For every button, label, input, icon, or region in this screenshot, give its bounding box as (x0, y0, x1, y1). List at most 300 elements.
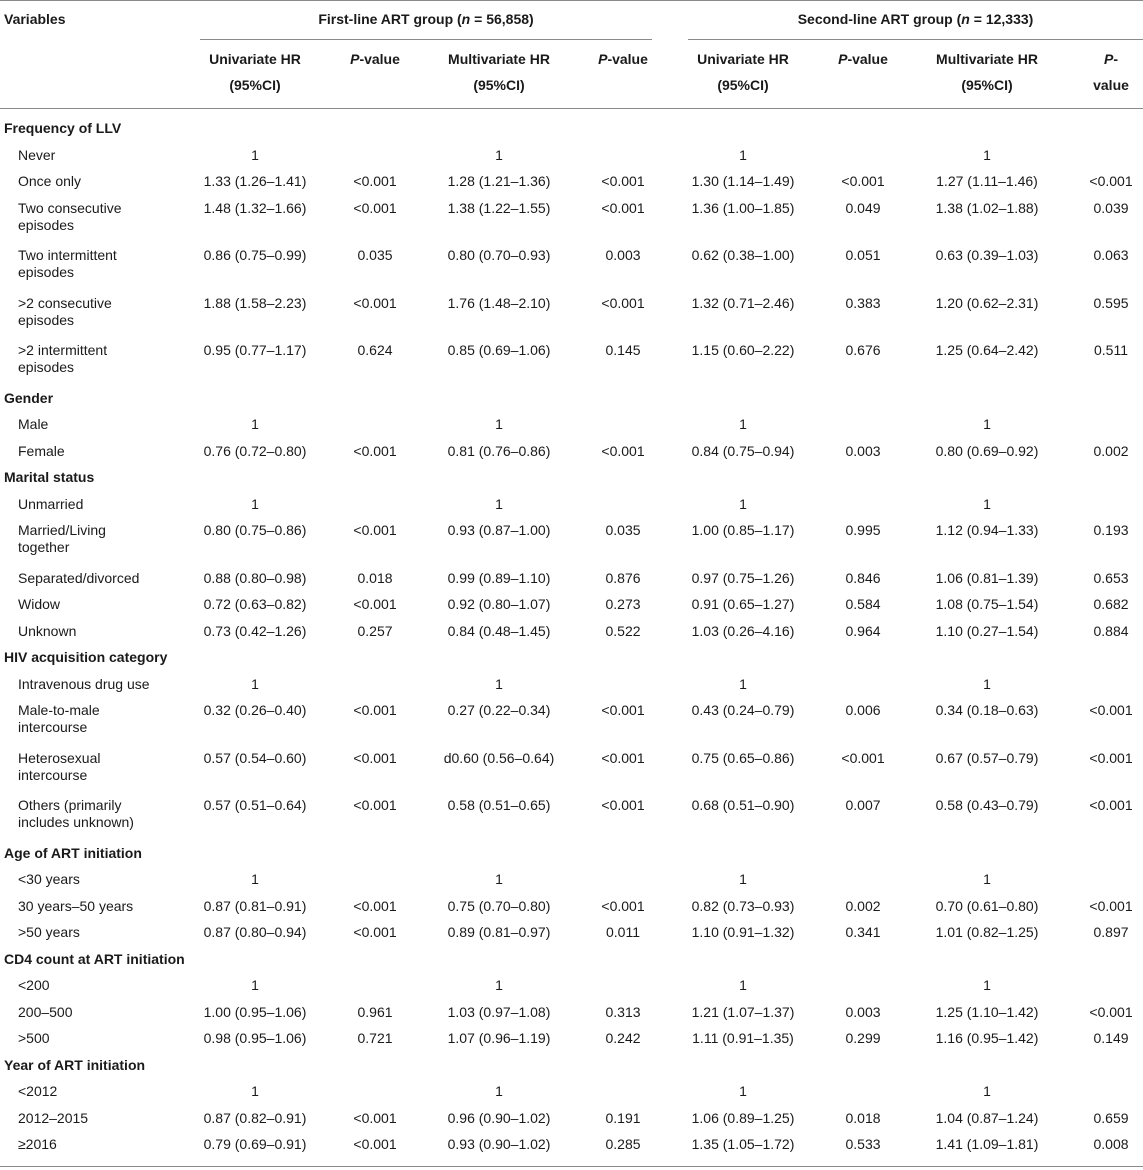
col-header-first-multi-hr (448, 46, 550, 98)
row-label (18, 295, 112, 329)
cell-first-uni-hr: 0.72 (0.63–0.82) (203, 596, 307, 612)
second-group-prefix: Second-line ART group ( (797, 11, 962, 27)
group-title-row (0, 1053, 1143, 1080)
cell-first-uni-p: <0.001 (353, 522, 397, 538)
table-row (0, 920, 1143, 947)
col-header-first-line-group (200, 6, 652, 32)
col-header-second-line-group (688, 6, 1143, 32)
cell-first-multi-p: <0.001 (601, 749, 645, 766)
row-label-line: >50 years (18, 924, 80, 940)
col-header-variables: Variables (4, 11, 66, 27)
cell-second-multi-hr: 1 (983, 675, 991, 692)
cell-first-multi-hr: 0.84 (0.48–1.45) (447, 622, 551, 639)
cell-first-multi-p: <0.001 (601, 199, 645, 216)
cell-first-uni-hr: 0.86 (0.75–0.99) (203, 247, 307, 263)
row-label-line: ≥2016 (18, 1136, 57, 1152)
cell-second-uni-hr: 1.06 (0.89–1.25) (691, 1109, 795, 1126)
group-title: Marital status (4, 469, 95, 485)
row-label-line: episodes (18, 311, 75, 328)
table-row (0, 1132, 1143, 1159)
cell-second-multi-hr: 1.01 (0.82–1.25) (935, 924, 1039, 940)
cell-first-multi-p: 0.313 (605, 1003, 641, 1020)
cell-second-multi-p: 0.682 (1093, 596, 1129, 612)
row-label-line: 2012–2015 (18, 1109, 89, 1126)
cell-first-multi-hr: 0.93 (0.87–1.00) (447, 522, 551, 538)
cell-first-multi-p: 0.285 (605, 1136, 641, 1152)
cell-first-uni-hr: 1.33 (1.26–1.41) (203, 173, 307, 189)
table-row (0, 169, 1143, 196)
cell-first-multi-hr: 1 (495, 871, 503, 887)
group-title: Year of ART initiation (4, 1056, 146, 1073)
table-row (0, 793, 1143, 841)
cell-second-multi-hr: 1.16 (0.95–1.42) (935, 1030, 1039, 1046)
group-title: Gender (4, 389, 54, 406)
col-header-first-uni-p (350, 46, 400, 72)
row-label (18, 342, 107, 376)
cell-second-multi-hr: 1 (983, 977, 991, 993)
header-rule (0, 108, 1143, 109)
col-header-first-multi-p (598, 46, 648, 72)
cell-second-multi-p: 0.653 (1093, 569, 1129, 586)
cell-first-uni-hr: 1.88 (1.58–2.23) (203, 294, 307, 311)
cell-first-multi-hr: 0.81 (0.76–0.86) (447, 442, 551, 459)
cell-second-uni-hr: 1 (739, 416, 747, 432)
cell-first-uni-hr: 0.95 (0.77–1.17) (203, 342, 307, 358)
row-label-line: intercourse (18, 766, 88, 783)
row-label (18, 147, 55, 164)
cell-second-uni-hr: 0.68 (0.51–0.90) (691, 797, 795, 813)
col-header-second-uni-p (838, 46, 888, 72)
row-label-line: >500 (18, 1030, 50, 1046)
cell-second-uni-p: 0.846 (845, 569, 881, 586)
cell-second-uni-hr: 1 (739, 495, 747, 512)
cell-second-multi-hr: 1.10 (0.27–1.54) (935, 622, 1039, 639)
cell-first-uni-hr: 1 (251, 495, 259, 512)
cell-second-uni-hr: 1.10 (0.91–1.32) (691, 924, 795, 940)
row-label-line: Two intermittent (18, 247, 117, 263)
cell-second-uni-hr: 0.97 (0.75–1.26) (691, 569, 795, 586)
table-row (0, 439, 1143, 466)
cell-first-uni-hr: 1 (251, 977, 259, 993)
cell-second-multi-hr: 1.41 (1.09–1.81) (935, 1136, 1039, 1152)
cell-second-multi-p: <0.001 (1089, 897, 1133, 914)
cell-first-multi-hr: 1 (495, 675, 503, 692)
cell-first-multi-p: <0.001 (601, 442, 645, 459)
cell-second-uni-p: <0.001 (841, 749, 885, 766)
cell-first-multi-hr: 0.96 (0.90–1.02) (447, 1109, 551, 1126)
cell-second-uni-p: 0.584 (845, 596, 881, 612)
cell-second-multi-p: 0.884 (1093, 622, 1129, 639)
cell-first-uni-p: <0.001 (353, 442, 397, 459)
top-rule (0, 0, 1143, 1)
row-label-line: episodes (18, 216, 75, 233)
cell-first-uni-p: 0.961 (357, 1003, 393, 1020)
cell-second-uni-p: 0.383 (845, 294, 881, 311)
table-row (0, 592, 1143, 619)
group-title: CD4 count at ART initiation (4, 950, 185, 967)
row-label (18, 496, 83, 513)
cell-first-uni-hr: 0.88 (0.80–0.98) (203, 569, 307, 586)
first-uni-hr-line1: Univariate HR (209, 51, 301, 67)
cell-second-multi-hr: 0.34 (0.18–0.63) (935, 702, 1039, 718)
cell-second-uni-hr: 1.35 (1.05–1.72) (691, 1136, 795, 1152)
row-label (18, 623, 76, 640)
row-label-line: >2 consecutive (18, 294, 112, 311)
cell-first-multi-p: <0.001 (601, 702, 645, 718)
table-row (0, 338, 1143, 386)
group-title-row (0, 841, 1143, 868)
row-label-line: Others (primarily (18, 797, 122, 813)
cell-first-multi-p: 0.522 (605, 622, 641, 639)
cell-second-multi-p: 0.002 (1093, 442, 1129, 459)
cell-first-uni-p: <0.001 (353, 596, 397, 612)
cell-first-uni-p: <0.001 (353, 897, 397, 914)
table-row (0, 243, 1143, 291)
cell-first-multi-p: 0.273 (605, 596, 641, 612)
second-uni-hr-line1: Univariate HR (697, 51, 789, 67)
table-row (0, 1026, 1143, 1053)
cell-second-multi-hr: 1.06 (0.81–1.39) (935, 569, 1039, 586)
row-label (18, 1083, 57, 1100)
cell-second-uni-p: 0.002 (845, 897, 881, 914)
cell-second-multi-hr: 1.12 (0.94–1.33) (935, 522, 1039, 538)
row-label-line: Female (18, 442, 65, 459)
first-multi-p-rest: -value (607, 51, 648, 67)
cell-second-uni-p: 0.003 (845, 442, 881, 459)
cell-first-multi-p: 0.003 (605, 247, 641, 263)
cell-first-uni-hr: 0.76 (0.72–0.80) (203, 442, 307, 459)
cell-second-uni-hr: 1.30 (1.14–1.49) (691, 173, 795, 189)
row-label-line: Two consecutive (18, 199, 122, 216)
row-label (18, 443, 65, 460)
second-multi-p-rest: -value (1093, 51, 1129, 93)
first-multi-p-italic: P (598, 51, 608, 67)
cell-first-uni-p: <0.001 (353, 797, 397, 813)
cell-second-multi-hr: 1 (983, 1083, 991, 1099)
table-row (0, 894, 1143, 921)
cell-first-multi-hr: 1.76 (1.48–2.10) (447, 294, 551, 311)
table-row (0, 746, 1143, 794)
cell-first-uni-hr: 1 (251, 675, 259, 692)
cell-second-uni-hr: 1 (739, 146, 747, 163)
cell-second-uni-hr: 0.84 (0.75–0.94) (691, 442, 795, 459)
col-header-second-multi-p (1093, 46, 1129, 98)
cell-first-multi-p: 0.242 (605, 1030, 641, 1046)
cell-second-uni-p: 0.676 (845, 342, 881, 358)
row-label-line: <30 years (18, 871, 80, 887)
cell-first-multi-hr: d0.60 (0.56–0.64) (443, 749, 555, 766)
cell-second-multi-p: 0.149 (1093, 1030, 1129, 1046)
cell-second-uni-hr: 1 (739, 977, 747, 993)
cell-second-multi-p: 0.193 (1093, 522, 1129, 538)
cell-first-multi-hr: 1 (495, 146, 503, 163)
cell-second-multi-hr: 1.38 (1.02–1.88) (935, 199, 1039, 216)
cell-second-uni-p: 0.964 (845, 622, 881, 639)
cell-second-multi-p: <0.001 (1089, 173, 1133, 189)
cell-second-uni-p: <0.001 (841, 173, 885, 189)
cell-first-uni-hr: 0.32 (0.26–0.40) (203, 702, 307, 718)
cell-first-multi-p: <0.001 (601, 797, 645, 813)
cell-second-uni-p: 0.533 (845, 1136, 881, 1152)
table-row (0, 973, 1143, 1000)
cell-first-uni-p: <0.001 (353, 294, 397, 311)
second-multi-hr-line2: (95%CI) (961, 77, 1013, 93)
cell-second-uni-hr: 1.21 (1.07–1.37) (691, 1003, 795, 1020)
row-label (18, 1136, 57, 1153)
cell-first-uni-p: <0.001 (353, 1109, 397, 1126)
cell-second-uni-hr: 1 (739, 675, 747, 692)
cell-second-uni-hr: 1.03 (0.26–4.16) (691, 622, 795, 639)
col-header-first-uni-hr (209, 46, 301, 98)
cell-second-multi-p: 0.511 (1094, 342, 1128, 358)
first-group-count: = 56,858) (470, 11, 534, 27)
cell-second-multi-hr: 0.58 (0.43–0.79) (935, 797, 1039, 813)
row-label (18, 570, 139, 587)
cell-first-multi-hr: 0.58 (0.51–0.65) (447, 797, 551, 813)
first-group-underline (200, 39, 652, 40)
group-title-row (0, 947, 1143, 974)
cell-second-multi-p: <0.001 (1089, 797, 1133, 813)
table-row (0, 698, 1143, 746)
cell-second-multi-p: <0.001 (1089, 702, 1133, 718)
cell-first-uni-p: <0.001 (353, 924, 397, 940)
row-label-line: Intravenous drug use (18, 675, 150, 692)
row-label-line: Once only (18, 173, 82, 189)
cell-second-uni-p: 0.341 (845, 924, 881, 940)
row-label-line: Unknown (18, 622, 77, 639)
cell-second-multi-hr: 1.08 (0.75–1.54) (935, 596, 1039, 612)
cell-first-multi-p: 0.876 (605, 569, 641, 586)
cell-second-multi-hr: 1.27 (1.11–1.46) (936, 173, 1038, 189)
group-title-row (0, 465, 1143, 492)
cell-first-uni-hr: 0.98 (0.95–1.06) (203, 1030, 307, 1046)
cell-first-multi-hr: 1 (495, 495, 503, 512)
cell-second-multi-p: 0.063 (1093, 247, 1129, 263)
cell-first-uni-hr: 1.00 (0.95–1.06) (203, 1003, 307, 1020)
cell-first-multi-hr: 0.75 (0.70–0.80) (447, 897, 551, 914)
table-row (0, 143, 1143, 170)
group-title-row (0, 645, 1143, 672)
cell-first-multi-hr: 1.07 (0.96–1.19) (447, 1030, 551, 1046)
cell-second-multi-p: 0.659 (1093, 1109, 1129, 1126)
cell-second-multi-hr: 1 (983, 146, 991, 163)
cell-second-uni-hr: 1 (739, 871, 747, 887)
cell-second-multi-p: 0.595 (1093, 294, 1129, 311)
cell-second-multi-p: 0.039 (1093, 199, 1129, 216)
cell-first-uni-hr: 1.48 (1.32–1.66) (203, 199, 307, 216)
cell-first-multi-p: <0.001 (601, 173, 645, 189)
cell-first-multi-p: <0.001 (601, 897, 645, 914)
cell-first-uni-p: <0.001 (353, 702, 397, 718)
cell-second-uni-hr: 0.82 (0.73–0.93) (691, 897, 795, 914)
cell-first-uni-hr: 0.73 (0.42–1.26) (203, 622, 307, 639)
cell-first-uni-hr: 1 (251, 416, 259, 432)
cell-second-uni-p: 0.051 (845, 247, 881, 263)
cell-first-uni-p: 0.018 (357, 569, 393, 586)
cell-first-multi-p: 0.191 (605, 1109, 641, 1126)
cell-first-multi-p: 0.145 (605, 342, 641, 358)
cell-second-multi-hr: 0.80 (0.69–0.92) (935, 442, 1039, 459)
second-multi-p-italic: P (1103, 51, 1114, 67)
col-header-second-multi-hr (936, 46, 1038, 98)
group-title: HIV acquisition category (4, 649, 168, 665)
row-label (18, 1110, 88, 1127)
cell-first-uni-p: <0.001 (353, 199, 397, 216)
cell-first-multi-hr: 0.92 (0.80–1.07) (447, 596, 551, 612)
cell-first-uni-hr: 1 (251, 146, 259, 163)
cell-second-uni-hr: 1.00 (0.85–1.17) (691, 522, 795, 538)
cell-first-uni-hr: 1 (251, 1083, 259, 1099)
cell-first-uni-hr: 0.80 (0.75–0.86) (203, 522, 307, 538)
cell-second-uni-hr: 1 (739, 1083, 747, 1099)
cell-second-uni-hr: 1.36 (1.00–1.85) (691, 199, 795, 216)
row-label-line: <2012 (18, 1083, 58, 1099)
table-row (0, 1106, 1143, 1133)
row-label-line: Never (18, 146, 56, 163)
row-label (18, 702, 100, 736)
cell-first-multi-hr: 1 (495, 416, 503, 432)
second-uni-p-italic: P (838, 51, 848, 67)
second-group-count: = 12,333) (969, 11, 1034, 27)
cell-first-multi-p: <0.001 (601, 294, 645, 311)
cell-first-multi-hr: 1.28 (1.21–1.36) (447, 173, 551, 189)
bottom-rule (0, 1166, 1143, 1167)
cell-first-uni-hr: 0.87 (0.80–0.94) (203, 924, 307, 940)
cell-second-uni-p: 0.003 (845, 1003, 881, 1020)
cell-first-uni-p: 0.035 (357, 247, 393, 263)
row-label-line: Unmarried (18, 495, 84, 512)
cell-second-uni-hr: 0.75 (0.65–0.86) (691, 749, 795, 766)
cell-second-multi-p: <0.001 (1089, 749, 1133, 766)
cell-second-multi-p: <0.001 (1089, 1003, 1133, 1020)
row-label-line: Heterosexual (18, 749, 101, 766)
cell-first-multi-hr: 1 (495, 1083, 503, 1099)
row-label-line: Male-to-male (18, 702, 100, 718)
cell-second-multi-hr: 1 (983, 871, 991, 887)
cell-second-uni-hr: 1.32 (0.71–2.46) (691, 294, 795, 311)
row-label-line: 30 years–50 years (18, 897, 134, 914)
first-uni-p-rest: -value (359, 51, 400, 67)
table-row (0, 867, 1143, 894)
cell-second-multi-hr: 1.04 (0.87–1.24) (935, 1109, 1039, 1126)
row-label (18, 924, 80, 941)
cell-first-multi-hr: 0.80 (0.70–0.93) (447, 247, 551, 263)
row-label-line: Widow (18, 596, 61, 612)
table-row (0, 566, 1143, 593)
cell-first-multi-hr: 1.03 (0.97–1.08) (447, 1003, 551, 1020)
cell-second-uni-hr: 0.62 (0.38–1.00) (691, 247, 795, 263)
cell-first-uni-p: 0.721 (357, 1030, 393, 1046)
second-uni-p-rest: -value (847, 51, 888, 67)
cell-second-uni-p: 0.006 (845, 702, 881, 718)
table-row (0, 291, 1143, 339)
row-label (18, 522, 106, 556)
cell-second-multi-hr: 1.25 (1.10–1.42) (935, 1003, 1039, 1020)
cell-second-uni-p: 0.018 (845, 1109, 881, 1126)
table-row (0, 1000, 1143, 1027)
cell-second-uni-hr: 1.15 (0.60–2.22) (691, 342, 795, 358)
cell-second-uni-hr: 0.91 (0.65–1.27) (691, 596, 795, 612)
cell-first-multi-p: 0.011 (606, 924, 640, 940)
row-label-line: <200 (18, 977, 50, 993)
table-row (0, 492, 1143, 519)
cell-first-uni-hr: 0.87 (0.82–0.91) (203, 1109, 307, 1126)
row-label-line: together (18, 539, 70, 555)
cell-second-multi-p: 0.008 (1093, 1136, 1129, 1152)
cell-second-multi-p: 0.897 (1093, 924, 1129, 940)
row-label-line: episodes (18, 359, 75, 375)
row-label (18, 1030, 50, 1047)
cell-first-multi-p: 0.035 (605, 522, 641, 538)
first-uni-p-italic: P (350, 51, 360, 67)
first-multi-hr-line1: Multivariate HR (448, 51, 550, 67)
first-uni-hr-line2: (95%CI) (229, 77, 281, 93)
row-label (18, 247, 117, 281)
cell-first-multi-hr: 0.99 (0.89–1.10) (447, 569, 551, 586)
table-row (0, 1079, 1143, 1106)
second-group-n: n (961, 11, 970, 27)
cell-second-uni-hr: 1.11 (0.91–1.35) (692, 1030, 794, 1046)
cell-first-uni-p: 0.624 (357, 342, 393, 358)
cell-first-uni-p: <0.001 (353, 1136, 397, 1152)
first-multi-hr-line2: (95%CI) (473, 77, 525, 93)
row-label-line: episodes (18, 264, 75, 280)
group-title: Age of ART initiation (4, 844, 142, 861)
cell-first-uni-hr: 0.57 (0.54–0.60) (203, 749, 307, 766)
row-label-line: >2 intermittent (18, 342, 108, 358)
row-label (18, 416, 48, 433)
row-label (18, 200, 122, 234)
cell-second-uni-p: 0.007 (845, 797, 881, 813)
cell-first-uni-hr: 1 (251, 871, 259, 887)
cell-second-multi-hr: 0.67 (0.57–0.79) (935, 749, 1039, 766)
cell-second-uni-hr: 0.43 (0.24–0.79) (691, 702, 795, 718)
cell-first-multi-hr: 0.85 (0.69–1.06) (447, 342, 551, 358)
cell-first-uni-hr: 0.87 (0.81–0.91) (203, 897, 307, 914)
group-title: Frequency of LLV (4, 120, 122, 136)
row-label (18, 898, 133, 915)
row-label (18, 871, 80, 888)
group-title-row (0, 386, 1143, 413)
row-label-line: intercourse (18, 719, 88, 735)
cell-first-multi-hr: 0.89 (0.81–0.97) (447, 924, 551, 940)
table-row (0, 672, 1143, 699)
first-group-prefix: First-line ART group ( (318, 11, 462, 27)
table-row (0, 196, 1143, 244)
cell-second-multi-hr: 1.25 (0.64–2.42) (935, 342, 1039, 358)
table-row (0, 518, 1143, 566)
second-group-underline (688, 39, 1143, 40)
cell-first-uni-hr: 0.79 (0.69–0.91) (203, 1136, 307, 1152)
cell-first-multi-hr: 0.93 (0.90–1.02) (447, 1136, 551, 1152)
cell-first-multi-hr: 1 (495, 977, 503, 993)
row-label (18, 1004, 73, 1021)
cell-first-multi-hr: 1.38 (1.22–1.55) (447, 199, 551, 216)
row-label (18, 977, 50, 994)
cell-second-multi-hr: 0.63 (0.39–1.03) (935, 247, 1039, 263)
second-multi-hr-line1: Multivariate HR (936, 51, 1038, 67)
row-label-line: Separated/divorced (18, 569, 140, 586)
second-uni-hr-line2: (95%CI) (717, 77, 769, 93)
cell-first-uni-p: <0.001 (353, 173, 397, 189)
row-label (18, 173, 81, 190)
col-header-second-uni-hr (697, 46, 789, 98)
row-label (18, 676, 150, 693)
row-label (18, 797, 134, 831)
cell-second-multi-hr: 1.20 (0.62–2.31) (935, 294, 1039, 311)
cell-second-multi-hr: 1 (983, 416, 991, 432)
cell-first-uni-p: 0.257 (357, 622, 393, 639)
